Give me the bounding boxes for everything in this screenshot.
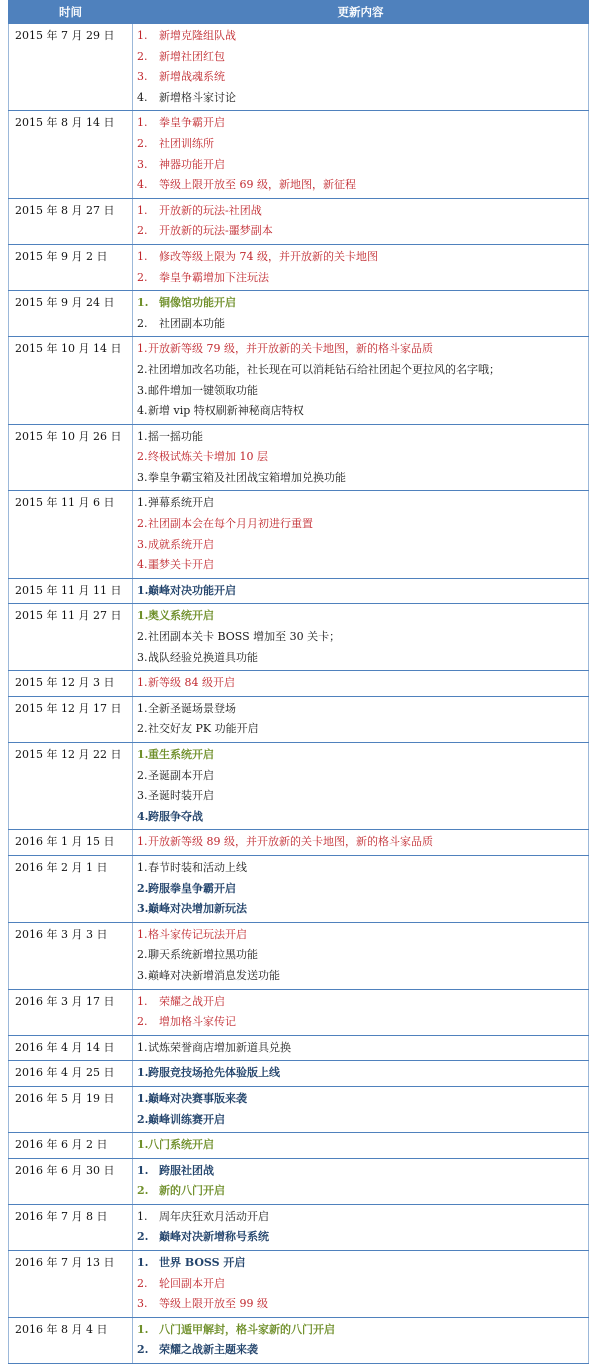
update-item-number: 1. (137, 1066, 149, 1080)
update-item (137, 247, 588, 268)
update-item-text: 新增战魂系统 (159, 70, 225, 84)
update-item-number: 1. (137, 1091, 149, 1105)
update-item-text: 社团副本会在每个月月初进行重置 (148, 517, 313, 531)
update-item (137, 673, 588, 694)
update-item-number: 1. (137, 1163, 149, 1177)
update-item (137, 648, 588, 669)
update-item-text: 开放新的玩法-噩梦副本 (159, 224, 273, 238)
row-date: 2015 年 12 月 3 日 (9, 671, 133, 697)
update-item (137, 899, 588, 920)
update-item-text: 巅峰对决增加新玩法 (148, 902, 247, 916)
update-item-text: 新增社团红包 (159, 49, 225, 63)
row-date: 2016 年 7 月 13 日 (9, 1251, 133, 1318)
update-item-text: 巅峰训练赛开启 (148, 1112, 225, 1126)
update-item-text: 铜像馆功能开启 (159, 296, 236, 310)
update-item-text: 社交好友 PK 功能开启 (148, 722, 259, 736)
update-item (137, 1161, 588, 1182)
update-item-number: 2. (137, 270, 148, 284)
update-item (137, 401, 588, 422)
update-item (137, 925, 588, 946)
row-update-items (133, 24, 589, 111)
update-item (137, 1181, 588, 1202)
table-row (9, 604, 589, 671)
row-date: 2015 年 12 月 22 日 (9, 743, 133, 830)
row-date: 2015 年 9 月 24 日 (9, 291, 133, 337)
update-item-text: 神器功能开启 (159, 157, 225, 171)
update-item-text: 战队经验兑换道具功能 (148, 650, 258, 664)
table-row (9, 244, 589, 290)
update-item-text: 跨服社团战 (159, 1163, 214, 1177)
table-row (9, 491, 589, 578)
update-item-number: 2. (137, 49, 148, 63)
update-item-number: 3. (137, 70, 148, 84)
update-item (137, 88, 588, 109)
update-item-number: 1. (137, 496, 148, 510)
update-item-number: 3. (137, 157, 148, 171)
update-item-number: 1. (137, 1040, 148, 1054)
table-row (9, 989, 589, 1035)
update-item-text: 格斗家传记玩法开启 (148, 927, 247, 941)
row-date: 2015 年 10 月 14 日 (9, 337, 133, 424)
update-item-text: 开放新的玩法-社团战 (159, 203, 262, 217)
table-row (9, 1086, 589, 1132)
row-update-items (133, 855, 589, 922)
update-item-number: 2. (137, 948, 148, 962)
update-item-number: 1. (137, 342, 148, 356)
update-item-number: 1. (137, 609, 149, 623)
update-item-number: 2. (137, 1112, 149, 1126)
row-update-items (133, 696, 589, 742)
row-update-items (133, 671, 589, 697)
row-date: 2015 年 11 月 6 日 (9, 491, 133, 578)
update-item-number: 2. (137, 517, 148, 531)
row-date: 2016 年 4 月 25 日 (9, 1061, 133, 1087)
update-item (137, 581, 588, 602)
update-item-text: 聊天系统新增拉黑功能 (148, 948, 258, 962)
update-item-text: 轮回副本开启 (159, 1276, 225, 1290)
update-item (137, 1294, 588, 1315)
update-item (137, 26, 588, 47)
update-item (137, 47, 588, 68)
update-item-text: 八门遁甲解封，格斗家新的八门开启 (159, 1322, 335, 1336)
row-date: 2016 年 1 月 15 日 (9, 830, 133, 856)
update-item (137, 858, 588, 879)
table-row (9, 922, 589, 989)
row-update-items (133, 424, 589, 491)
update-item-number: 4. (137, 90, 148, 104)
row-date: 2016 年 8 月 4 日 (9, 1317, 133, 1363)
update-item-number: 1. (137, 1256, 149, 1270)
update-item-text: 世界 BOSS 开启 (159, 1256, 246, 1270)
update-item (137, 1038, 588, 1059)
table-row (9, 1158, 589, 1204)
update-item-number: 1. (137, 29, 148, 42)
update-item (137, 468, 588, 489)
update-item-text: 奥义系统开启 (148, 609, 214, 623)
update-item-text: 巅峰对决功能开启 (148, 583, 236, 597)
update-item (137, 535, 588, 556)
update-item-number: 1. (137, 203, 148, 217)
update-item-number: 2. (137, 450, 148, 464)
update-item (137, 699, 588, 720)
update-item-number: 3. (137, 1297, 148, 1311)
row-update-items (133, 922, 589, 989)
row-date: 2015 年 11 月 27 日 (9, 604, 133, 671)
update-log-table (8, 0, 589, 1364)
table-row (9, 1317, 589, 1363)
table-row (9, 24, 589, 111)
row-date: 2016 年 5 月 19 日 (9, 1086, 133, 1132)
update-item-number: 2. (137, 722, 148, 736)
update-item-text: 新增格斗家讨论 (159, 90, 236, 104)
update-item-number: 1. (137, 748, 149, 761)
update-item (137, 1274, 588, 1295)
row-date: 2015 年 9 月 2 日 (9, 244, 133, 290)
update-item-number: 3. (137, 470, 148, 484)
row-date: 2016 年 6 月 2 日 (9, 1133, 133, 1159)
update-item-text: 社团训练所 (159, 136, 214, 150)
row-update-items (133, 1251, 589, 1318)
update-item-number: 2. (137, 630, 148, 644)
update-item-text: 社团增加改名功能，社长现在可以消耗钻石给社团起个更拉风的名字哦； (148, 362, 500, 376)
update-item (137, 1227, 588, 1248)
update-item (137, 1135, 588, 1156)
row-date: 2015 年 12 月 17 日 (9, 696, 133, 742)
update-item-text: 社团副本功能 (159, 316, 225, 330)
update-item-text: 拳皇争霸宝箱及社团战宝箱增加兑换功能 (148, 470, 346, 484)
table-row (9, 1251, 589, 1318)
update-item-text: 全新圣诞场景登场 (148, 701, 236, 715)
update-item-number: 3. (137, 537, 148, 551)
update-item (137, 992, 588, 1013)
update-item-text: 新的八门开启 (159, 1184, 225, 1198)
table-header-row (9, 1, 589, 24)
update-item-text: 春节时装和活动上线 (148, 860, 247, 874)
update-item-text: 试炼荣誉商店增加新道具兑换 (148, 1040, 291, 1054)
update-item-text: 摇一摇功能 (148, 429, 203, 443)
update-item (137, 155, 588, 176)
row-update-items (133, 1158, 589, 1204)
update-item-text: 荣耀之战开启 (159, 994, 225, 1008)
update-item (137, 945, 588, 966)
update-item-text: 等级上限开放至 99 级 (159, 1297, 268, 1311)
row-date: 2015 年 10 月 26 日 (9, 424, 133, 491)
table-row (9, 337, 589, 424)
update-item-text: 跨服竞技场抢先体验版上线 (148, 1066, 280, 1080)
table-row (9, 743, 589, 830)
update-item-number: 4. (137, 558, 148, 572)
update-item-text: 跨服拳皇争霸开启 (148, 881, 236, 895)
update-item (137, 745, 588, 766)
update-item (137, 627, 588, 648)
table-row (9, 830, 589, 856)
header-date: 时间 (9, 1, 133, 24)
table-body (9, 24, 589, 1364)
update-item (137, 879, 588, 900)
update-item-number: 2. (137, 768, 148, 782)
update-item-text: 新等级 84 级开启 (148, 676, 235, 690)
update-item-text: 巅峰对决赛事版来袭 (148, 1091, 247, 1105)
row-update-items (133, 830, 589, 856)
update-item (137, 1320, 588, 1341)
table-row (9, 111, 589, 198)
table-row (9, 291, 589, 337)
update-item-text: 拳皇争霸增加下注玩法 (159, 270, 269, 284)
update-item (137, 966, 588, 987)
row-update-items (133, 291, 589, 337)
update-item-number: 1. (137, 1209, 148, 1223)
update-item (137, 766, 588, 787)
update-item (137, 555, 588, 576)
update-item-number: 3. (137, 650, 148, 664)
update-item-number: 2. (137, 1230, 149, 1244)
update-item-text: 新增克隆组队战 (159, 29, 236, 42)
update-item (137, 427, 588, 448)
update-item-text: 跨服争夺战 (148, 809, 203, 823)
update-item (137, 606, 588, 627)
update-item-number: 2. (137, 881, 149, 895)
update-item-text: 圣诞时装开启 (148, 789, 214, 803)
update-item (137, 1110, 588, 1131)
update-item-text: 开放新等级 79 级，并开放新的关卡地图，新的格斗家品质 (148, 342, 433, 356)
update-item-number: 3. (137, 789, 148, 803)
row-date: 2016 年 2 月 1 日 (9, 855, 133, 922)
update-item-text: 邮件增加一键领取功能 (148, 383, 258, 397)
update-item-text: 社团副本关卡 BOSS 增加至 30 关卡； (148, 630, 341, 644)
update-item (137, 1063, 588, 1084)
update-item-text: 噩梦关卡开启 (148, 558, 214, 572)
update-item-number: 3. (137, 902, 149, 916)
update-item (137, 447, 588, 468)
update-item-number: 1. (137, 1322, 149, 1336)
update-item-number: 4. (137, 178, 148, 192)
update-item-text: 开放新等级 89 级，并开放新的关卡地图，新的格斗家品质 (148, 835, 433, 849)
table-row (9, 671, 589, 697)
table-row (9, 1133, 589, 1159)
update-item-text: 圣诞副本开启 (148, 768, 214, 782)
update-item-number: 1. (137, 860, 148, 874)
update-item-number: 1. (137, 583, 149, 597)
row-update-items (133, 1317, 589, 1363)
update-item-number: 2. (137, 1184, 149, 1198)
update-item (137, 493, 588, 514)
update-item (137, 360, 588, 381)
update-item-number: 2. (137, 362, 148, 376)
row-date: 2015 年 8 月 14 日 (9, 111, 133, 198)
update-item (137, 293, 588, 314)
update-item-text: 弹幕系统开启 (148, 496, 214, 510)
update-item (137, 134, 588, 155)
update-item (137, 175, 588, 196)
update-item-number: 1. (137, 296, 149, 310)
update-item-text: 新增 vip 特权刷新神秘商店特权 (148, 404, 304, 418)
update-item-text: 增加格斗家传记 (159, 1015, 236, 1029)
update-item-text: 拳皇争霸开启 (159, 116, 225, 130)
table-row (9, 198, 589, 244)
update-item (137, 221, 588, 242)
update-item (137, 807, 588, 828)
row-update-items (133, 1133, 589, 1159)
update-item-text: 巅峰对决新增消息发送功能 (148, 968, 280, 982)
update-item (137, 514, 588, 535)
update-item (137, 719, 588, 740)
update-item-number: 2. (137, 1343, 149, 1357)
update-item-number: 1. (137, 676, 148, 690)
update-item (137, 339, 588, 360)
row-date: 2015 年 7 月 29 日 (9, 24, 133, 111)
update-item (137, 1012, 588, 1033)
update-item (137, 1207, 588, 1228)
update-item (137, 1089, 588, 1110)
table-row (9, 855, 589, 922)
row-date: 2016 年 7 月 8 日 (9, 1204, 133, 1250)
row-update-items (133, 578, 589, 604)
update-item-number: 2. (137, 316, 148, 330)
update-item-text: 周年庆狂欢月活动开启 (159, 1209, 269, 1223)
row-update-items (133, 1204, 589, 1250)
update-item (137, 67, 588, 88)
update-item-number: 1. (137, 1138, 149, 1152)
update-item (137, 201, 588, 222)
update-log-page (8, 0, 588, 1364)
row-date: 2016 年 6 月 30 日 (9, 1158, 133, 1204)
row-update-items (133, 989, 589, 1035)
update-item (137, 832, 588, 853)
update-item (137, 381, 588, 402)
update-item (137, 268, 588, 289)
row-date: 2016 年 4 月 14 日 (9, 1035, 133, 1061)
update-item-number: 4. (137, 809, 149, 823)
update-item (137, 1340, 588, 1361)
update-item-text: 重生系统开启 (148, 748, 214, 761)
table-row (9, 1204, 589, 1250)
row-update-items (133, 1086, 589, 1132)
update-item-text: 八门系统开启 (148, 1138, 214, 1152)
table-row (9, 696, 589, 742)
update-item-text: 荣耀之战新主题来袭 (159, 1343, 258, 1357)
update-item (137, 314, 588, 335)
row-date: 2015 年 11 月 11 日 (9, 578, 133, 604)
update-item-number: 1. (137, 701, 148, 715)
update-item-number: 1. (137, 429, 148, 443)
table-row (9, 1061, 589, 1087)
update-item-number: 2. (137, 1015, 148, 1029)
update-item-number: 1. (137, 994, 148, 1008)
update-item-number: 2. (137, 224, 148, 238)
update-item-text: 巅峰对决新增称号系统 (159, 1230, 269, 1244)
header-content: 更新内容 (133, 1, 589, 24)
update-item (137, 786, 588, 807)
update-item-number: 1. (137, 927, 148, 941)
update-item-number: 2. (137, 136, 148, 150)
row-update-items (133, 743, 589, 830)
update-item (137, 113, 588, 134)
row-update-items (133, 1061, 589, 1087)
row-date: 2016 年 3 月 3 日 (9, 922, 133, 989)
row-update-items (133, 1035, 589, 1061)
update-item-number: 4. (137, 404, 148, 418)
row-date: 2016 年 3 月 17 日 (9, 989, 133, 1035)
update-item-number: 1. (137, 835, 148, 849)
update-item-number: 1. (137, 116, 148, 130)
row-update-items (133, 198, 589, 244)
row-date: 2015 年 8 月 27 日 (9, 198, 133, 244)
update-item-number: 3. (137, 383, 148, 397)
table-row (9, 1035, 589, 1061)
update-item-number: 3. (137, 968, 148, 982)
update-item-number: 2. (137, 1276, 148, 1290)
table-row (9, 424, 589, 491)
row-update-items (133, 337, 589, 424)
row-update-items (133, 491, 589, 578)
row-update-items (133, 244, 589, 290)
update-item-text: 等级上限开放至 69 级，新地图，新征程 (159, 178, 356, 192)
update-item-text: 终极试炼关卡增加 10 层 (148, 450, 268, 464)
update-item-text: 成就系统开启 (148, 537, 214, 551)
update-item-number: 1. (137, 249, 148, 263)
update-item-text: 修改等级上限为 74 级，并开放新的关卡地图 (159, 249, 378, 263)
row-update-items (133, 604, 589, 671)
table-row (9, 578, 589, 604)
update-item (137, 1253, 588, 1274)
row-update-items (133, 111, 589, 198)
